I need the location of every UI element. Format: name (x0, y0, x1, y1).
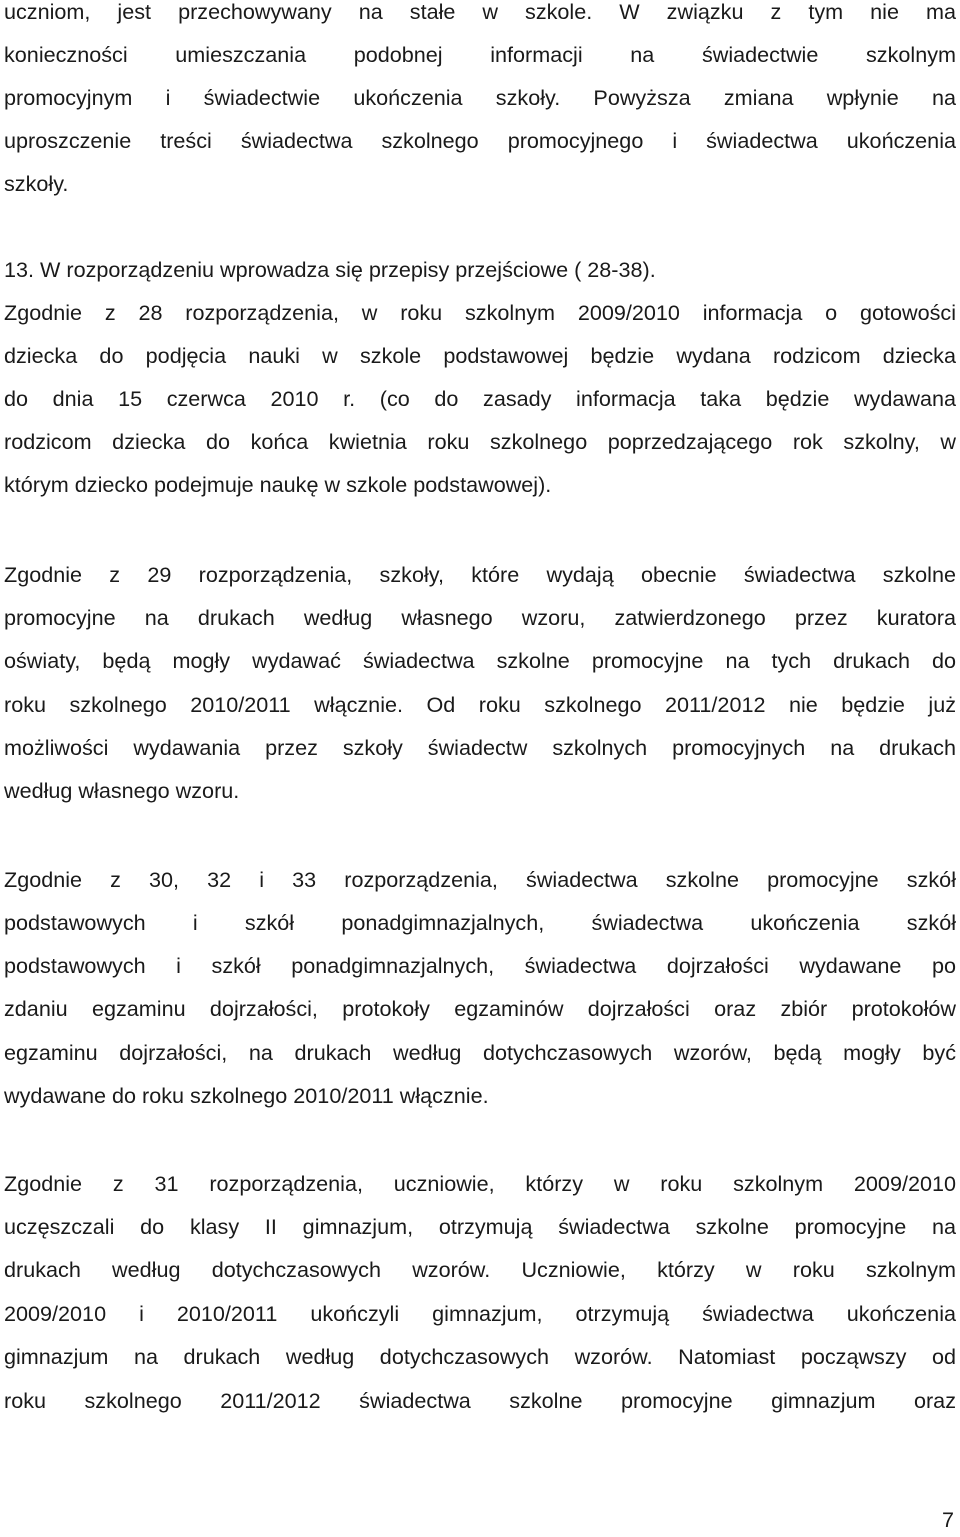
text-line: uczęszczali do klasy II gimnazjum, otrzymują świadectwa szkolne promocyjne na (4, 1214, 956, 1239)
text-line: roku szkolnego 2010/2011 włącznie. Od roku szkolnego 2011/2012 nie będzie już (4, 692, 956, 717)
text-line: Zgodnie z 30, 32 i 33 rozporządzenia, świadectwa szkolne promocyjne szkół (4, 867, 956, 892)
text-line: szkoły. (4, 171, 69, 196)
text-line: konieczności umieszczania podobnej informacji na świadectwie szkolnym (4, 42, 956, 67)
text-line: promocyjne na drukach według własnego wzoru, zatwierdzonego przez kuratora (4, 605, 956, 630)
text-line: Zgodnie z 28 rozporządzenia, w roku szkolnym 2009/2010 informacja o gotowości (4, 300, 956, 325)
text-line: podstawowych i szkół ponadgimnazjalnych, świadectwa ukończenia szkół (4, 910, 956, 935)
text-line: uczniom, jest przechowywany na stałe w szkole. W związku z tym nie ma (4, 0, 956, 24)
text-line: według własnego wzoru. (4, 778, 240, 803)
text-line: drukach według dotychczasowych wzorów. Uczniowie, którzy w roku szkolnym (4, 1257, 956, 1282)
text-line: roku szkolnego 2011/2012 świadectwa szkolne promocyjne gimnazjum oraz (4, 1388, 956, 1413)
text-line: uproszczenie treści świadectwa szkolnego promocyjnego i świadectwa ukończenia (4, 128, 956, 153)
text-line: 2009/2010 i 2010/2011 ukończyli gimnazjum, otrzymują świadectwa ukończenia (4, 1301, 956, 1326)
text-line: którym dziecko podejmuje naukę w szkole podstawowej). (4, 472, 552, 497)
text-line: Zgodnie z 31 rozporządzenia, uczniowie, którzy w roku szkolnym 2009/2010 (4, 1171, 956, 1196)
text-line: dziecka do podjęcia nauki w szkole podstawowej będzie wydana rodzicom dziecka (4, 343, 956, 368)
text-line: zdaniu egzaminu dojrzałości, protokoły egzaminów dojrzałości oraz zbiór protokołów (4, 996, 956, 1021)
text-line: rodzicom dziecka do końca kwietnia roku szkolnego poprzedzającego rok szkolny, w (4, 429, 956, 454)
text-line: wydawane do roku szkolnego 2010/2011 włącznie. (4, 1083, 489, 1108)
text-line: egzaminu dojrzałości, na drukach według dotychczasowych wzorów, będą mogły być (4, 1040, 956, 1065)
text-line: możliwości wydawania przez szkoły świadectw szkolnych promocyjnych na drukach (4, 735, 956, 760)
text-line: podstawowych i szkół ponadgimnazjalnych, świadectwa dojrzałości wydawane po (4, 953, 956, 978)
page-number: 7 (941, 1507, 954, 1532)
text-line: oświaty, będą mogły wydawać świadectwa szkolne promocyjne na tych drukach do (4, 648, 956, 673)
text-line: promocyjnym i świadectwie ukończenia szkoły. Powyższa zmiana wpłynie na (4, 85, 956, 110)
text-line: Zgodnie z 29 rozporządzenia, szkoły, które wydają obecnie świadectwa szkolne (4, 562, 956, 587)
text-line: gimnazjum na drukach według dotychczasowych wzorów. Natomiast począwszy od (4, 1344, 956, 1369)
section-heading: 13. W rozporządzeniu wprowadza się przepisy przejściowe ( 28-38). (4, 257, 656, 282)
text-line: do dnia 15 czerwca 2010 r. (co do zasady informacja taka będzie wydawana (4, 386, 956, 411)
